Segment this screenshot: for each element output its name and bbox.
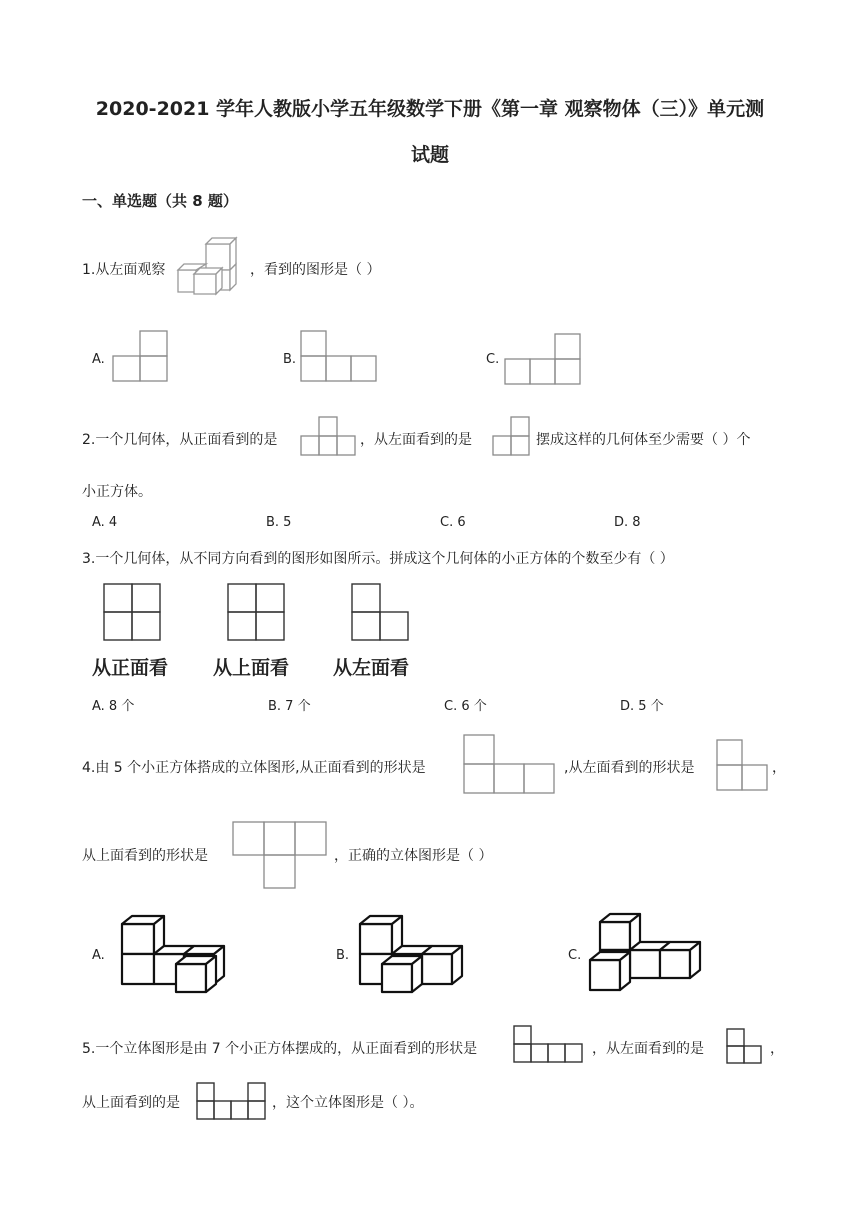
q1-solid-figure: [176, 234, 246, 298]
q4-text-part5: ，正确的立体图形是（ ）: [334, 848, 493, 864]
q2-text-line2: 小正方体。: [82, 484, 152, 500]
q1-prefix: 1.从左面观察: [82, 262, 166, 278]
q1-option-c-figure[interactable]: [504, 333, 584, 385]
q5-text-part1: 5.一个立体图形是由 7 个小正方体摆成的，从正面看到的形状是: [82, 1041, 478, 1057]
q2-option-c[interactable]: C. 6: [440, 515, 466, 530]
q4-text-part4: 从上面看到的形状是: [82, 848, 208, 864]
q1-option-b-label[interactable]: B.: [283, 352, 297, 367]
q5-front-view-figure: [513, 1025, 585, 1065]
q3-top-view-figure: [227, 583, 285, 641]
q2-option-a[interactable]: A. 4: [92, 515, 118, 530]
q2-text-part1: 2.一个几何体，从正面看到的是: [82, 432, 278, 448]
q5-text-part2: ，从左面看到的是: [592, 1041, 704, 1057]
q2-option-b[interactable]: B. 5: [266, 515, 292, 530]
q4-text-part3: ，: [772, 760, 786, 776]
q5-left-view-figure: [726, 1028, 764, 1066]
q2-option-d[interactable]: D. 8: [614, 515, 641, 530]
q4-top-view-figure: [232, 821, 328, 889]
q2-front-view-figure: [300, 416, 356, 458]
q3-text: 3.一个几何体，从不同方向看到的图形如图所示。拼成这个几何体的小正方体的个数至少有（ ）: [82, 551, 674, 567]
q1-option-c-label[interactable]: C.: [486, 352, 500, 367]
q4-option-a-figure[interactable]: [118, 912, 230, 994]
q3-option-c[interactable]: C. 6 个: [444, 699, 487, 714]
page-title-line1: 2020-2021 学年人教版小学五年级数学下册《第一章 观察物体（三）》单元测: [95, 98, 765, 120]
q2-text-part2: ，从左面看到的是: [360, 432, 472, 448]
q5-text-part4: 从上面看到的是: [82, 1095, 180, 1111]
page-title-line2: 试题: [410, 144, 449, 166]
section-heading: 一、单选题（共 8 题）: [82, 192, 238, 210]
q4-option-a-label[interactable]: A.: [92, 948, 105, 963]
q3-top-label: 从上面看: [213, 657, 290, 679]
q4-text-part2: ,从左面看到的形状是: [564, 760, 695, 776]
q3-option-d[interactable]: D. 5 个: [620, 699, 664, 714]
q5-text-part5: ，这个立体图形是（ ）。: [272, 1095, 424, 1111]
q1-option-b-figure[interactable]: [300, 330, 380, 382]
q3-left-label: 从左面看: [333, 657, 410, 679]
q3-front-label: 从正面看: [92, 657, 169, 679]
q4-left-view-figure: [716, 739, 770, 791]
q1-suffix: ，看到的图形是（ ）: [250, 262, 381, 278]
q3-option-b[interactable]: B. 7 个: [268, 699, 311, 714]
q1-option-a-figure[interactable]: [112, 330, 168, 382]
q4-option-c-figure[interactable]: [588, 910, 700, 992]
q5-top-view-figure: [196, 1082, 268, 1122]
q4-text-part1: 4.由 5 个小正方体搭成的立体图形,从正面看到的形状是: [82, 760, 426, 776]
q3-left-view-figure: [351, 583, 409, 641]
q2-text-part3: 摆成这样的几何体至少需要（ ）个: [536, 432, 751, 448]
q2-left-view-figure: [492, 416, 532, 458]
q4-option-b-figure[interactable]: [356, 912, 468, 994]
q3-option-a[interactable]: A. 8 个: [92, 699, 135, 714]
q4-option-b-label[interactable]: B.: [336, 948, 350, 963]
q3-front-view-figure: [103, 583, 161, 641]
q1-option-a-label[interactable]: A.: [92, 352, 105, 367]
q4-option-c-label[interactable]: C.: [568, 948, 582, 963]
q5-text-part3: ，: [770, 1041, 784, 1057]
q4-front-view-figure: [463, 734, 555, 796]
